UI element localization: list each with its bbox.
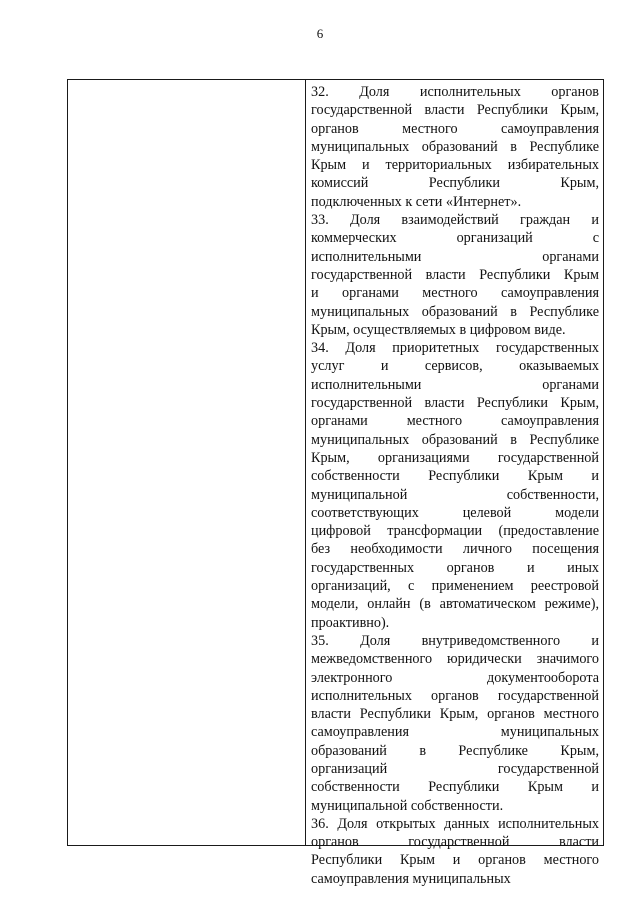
indicator-text-line: организаций, с применением реестровой <box>311 578 599 595</box>
indicator-table <box>67 79 604 887</box>
indicator-text-line: модели, онлайн (в автоматическом режиме), <box>311 596 599 613</box>
indicator-text-line: 33. Доля взаимодействий граждан и <box>311 212 599 229</box>
indicator-item <box>311 83 599 211</box>
indicator-text-line: 36. Доля открытых данных исполнительных <box>311 815 599 832</box>
indicator-text-line: исполнительных органов государственной <box>311 687 599 704</box>
indicator-text-line: Крым, организациями государственной <box>311 449 599 466</box>
indicator-text-line: самоуправления муниципальных <box>311 724 599 741</box>
table-right-column <box>311 83 599 888</box>
indicator-text-line: организаций государственной <box>311 760 599 777</box>
indicator-text-line: органами местного самоуправления <box>311 413 599 430</box>
indicator-text-line: и органами местного самоуправления <box>311 285 599 302</box>
indicator-text-line: собственности Республики Крым и <box>311 779 599 796</box>
indicator-text-line: без необходимости личного посещения <box>311 541 599 558</box>
indicator-text-line: Крым и территориальных избирательных <box>311 157 599 174</box>
indicator-text-line: муниципальной собственности. <box>311 797 504 814</box>
indicator-text-line: муниципальных образований в Республике <box>311 431 599 448</box>
indicator-text-line: самоуправления муниципальных <box>311 870 511 887</box>
column-divider <box>305 80 306 845</box>
indicator-text-line: муниципальных образований в Республике <box>311 138 599 155</box>
indicator-item <box>311 815 599 888</box>
indicator-text-line: муниципальной собственности, <box>311 486 599 503</box>
indicator-text-line: цифровой трансформации (предоставление <box>311 523 599 540</box>
indicator-text-line: государственных органов и иных <box>311 559 599 576</box>
indicator-text-line: коммерческих организаций с <box>311 230 599 247</box>
indicator-text-line: государственной власти Республики Крым, <box>311 395 599 412</box>
indicator-text-line: Крым, осуществляемых в цифровом виде. <box>311 321 566 338</box>
indicator-item <box>311 632 599 815</box>
indicator-text-line: исполнительными органами <box>311 376 599 393</box>
indicator-text-line: собственности Республики Крым и <box>311 468 599 485</box>
indicator-text-line: межведомственного юридически значимого <box>311 651 599 668</box>
indicator-text-line: соответствующих целевой модели <box>311 504 599 521</box>
indicator-text-line: образований в Республике Крым, <box>311 742 599 759</box>
indicator-text-line: комиссий Республики Крым, <box>311 175 599 192</box>
indicator-text-line: исполнительными органами <box>311 248 599 265</box>
page-number: 6 <box>316 26 324 41</box>
indicator-text-line: 32. Доля исполнительных органов <box>311 84 599 100</box>
indicator-text-line: муниципальных образований в Республике <box>311 303 599 320</box>
indicator-text-line: проактивно). <box>311 614 390 631</box>
table-left-column <box>68 80 306 845</box>
indicator-text-line: 34. Доля приоритетных государственных <box>311 340 599 357</box>
indicator-text-line: подключенных к сети «Интернет». <box>311 193 522 210</box>
indicator-text-line: Республики Крым и органов местного <box>311 852 599 869</box>
indicator-item <box>311 211 599 339</box>
indicator-text-line: 35. Доля внутриведомственного и <box>311 632 599 649</box>
indicator-text-line: власти Республики Крым, органов местного <box>311 706 599 723</box>
indicator-text-line: государственной власти Республики Крым <box>311 266 599 283</box>
indicator-text-line: органов государственной власти <box>311 834 599 851</box>
indicator-item <box>311 339 599 632</box>
indicator-text-line: услуг и сервисов, оказываемых <box>311 358 599 375</box>
indicator-text-line: электронного документооборота <box>311 669 599 686</box>
indicator-text-line: органов местного самоуправления <box>311 120 599 137</box>
indicator-text-line: государственной власти Республики Крым, <box>311 102 599 119</box>
